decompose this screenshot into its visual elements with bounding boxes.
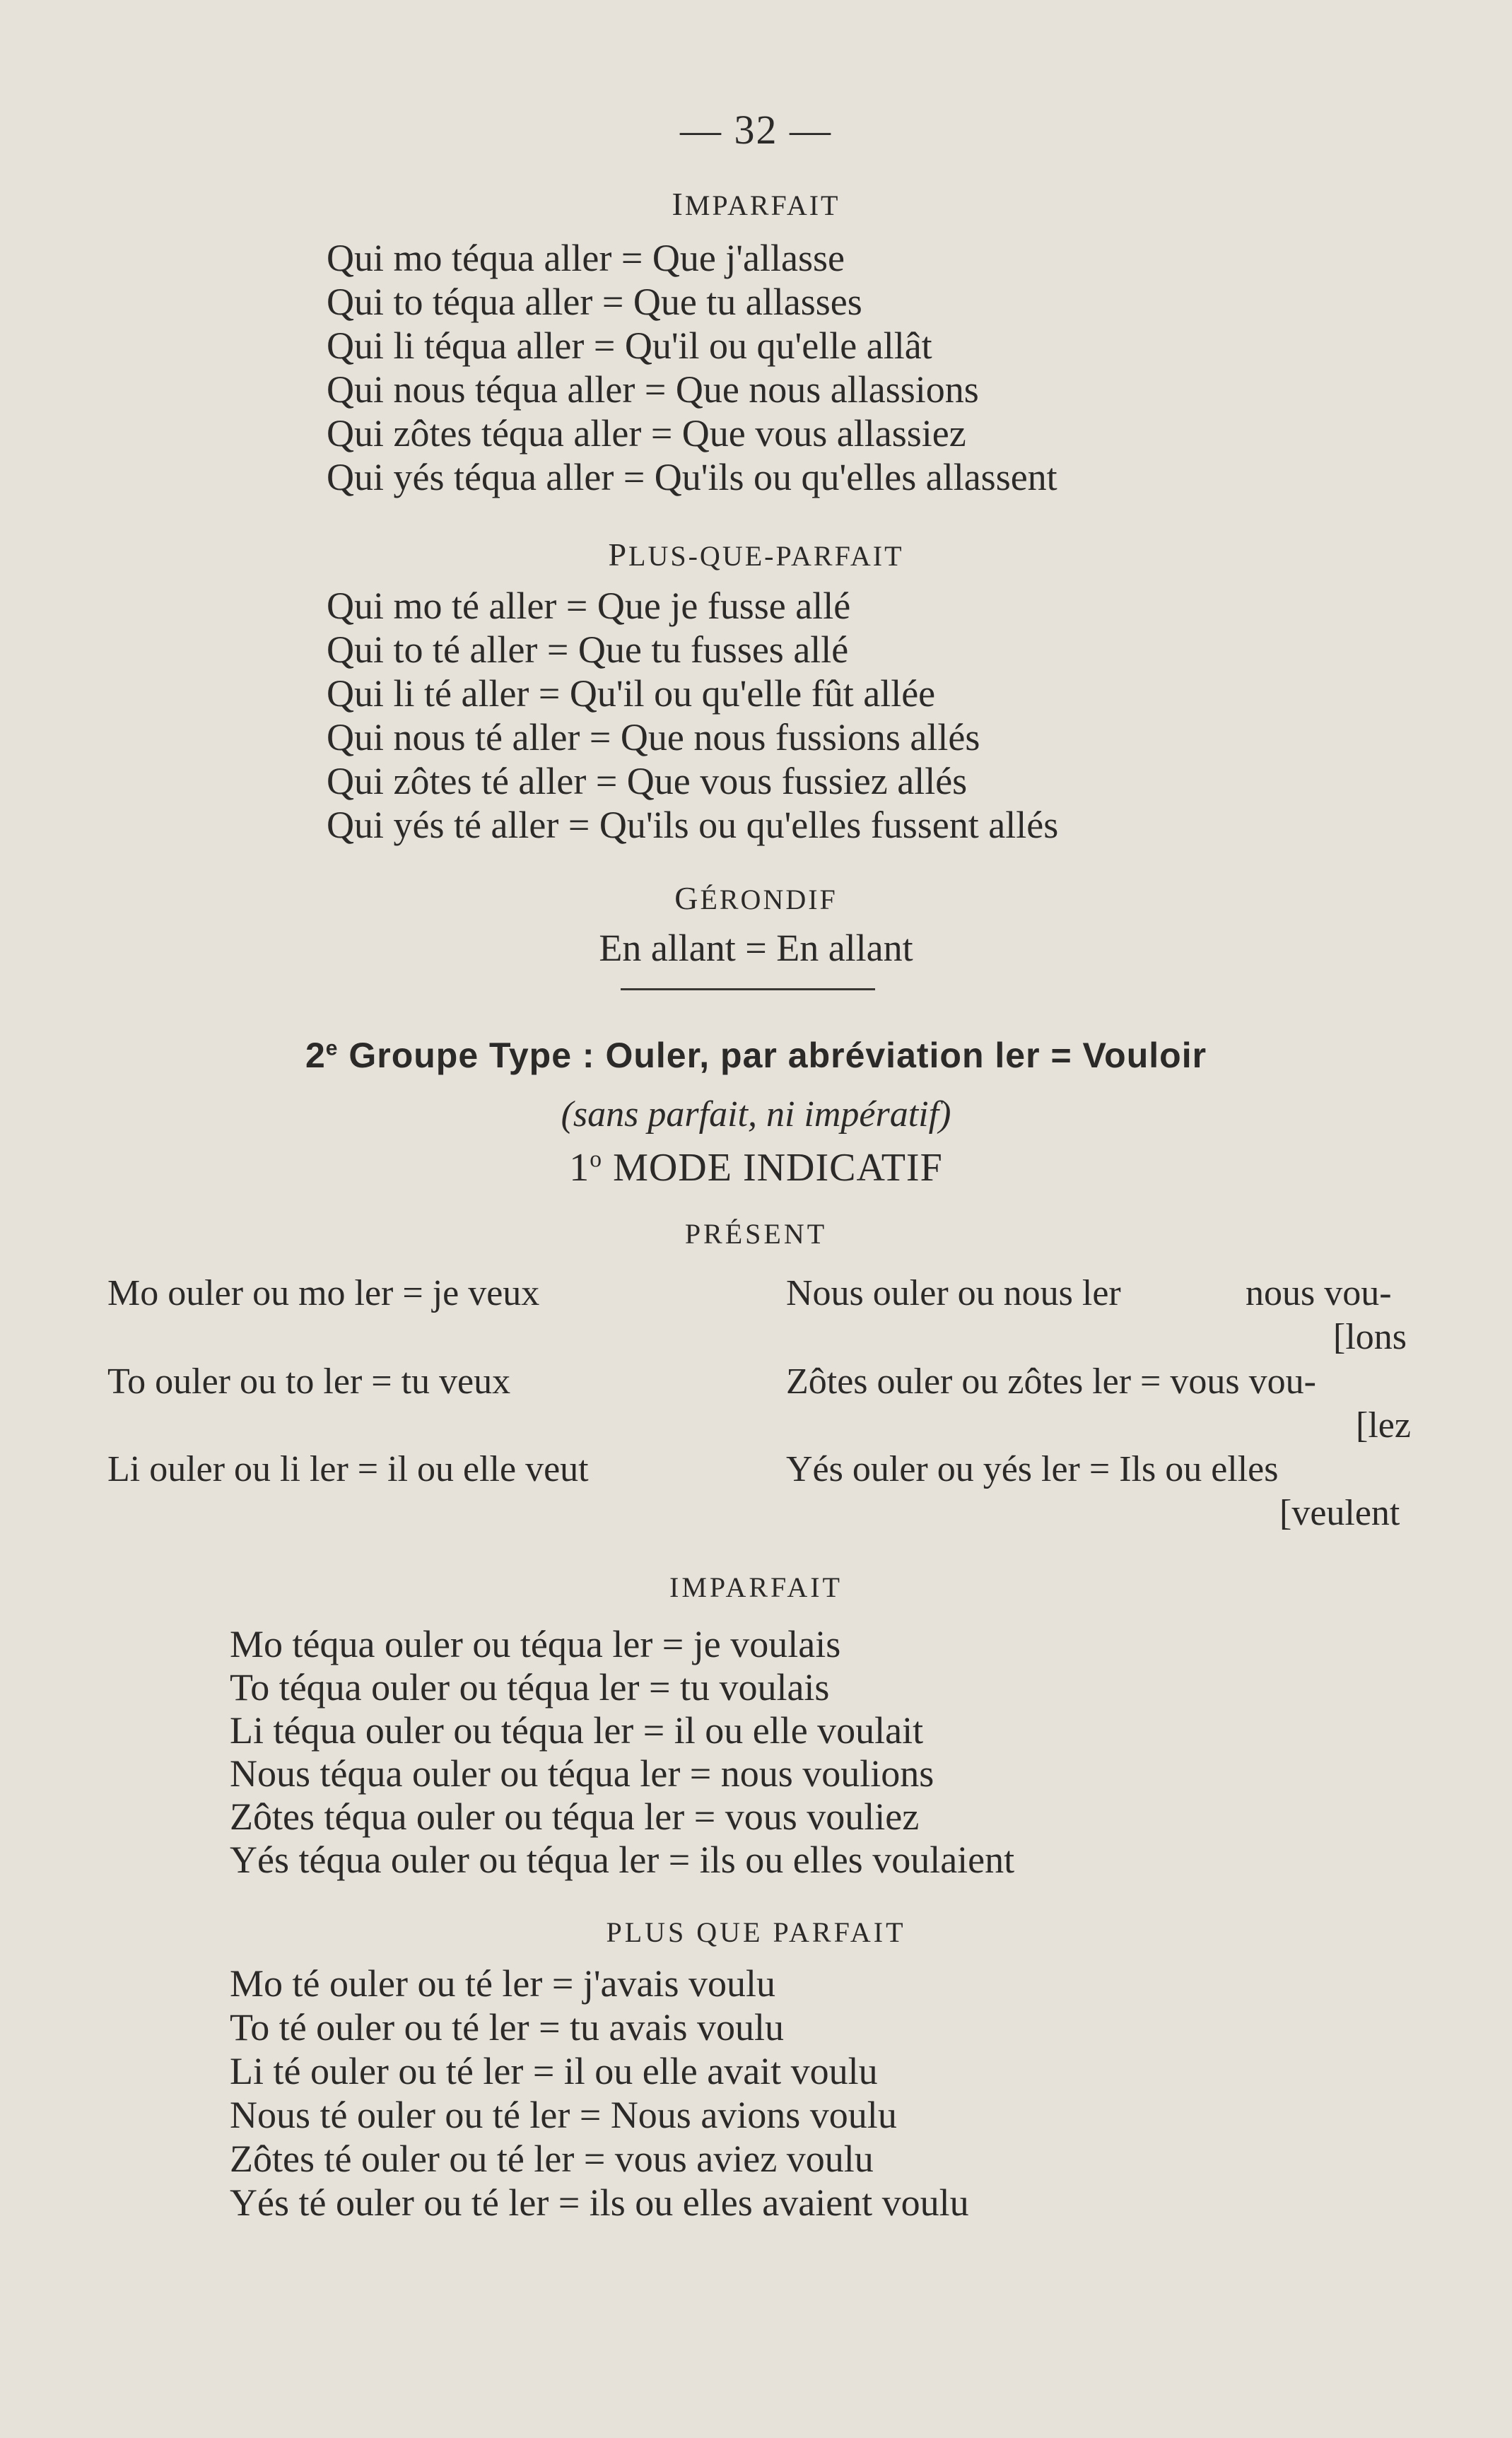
present-heading: PRÉSENT: [684, 1218, 828, 1250]
mode-text: MODE INDICATIF: [602, 1146, 943, 1190]
verse-line: Nous té ouler ou té ler = Nous avions voulu: [230, 2094, 897, 2136]
verse-line: Nous téqua ouler ou téqua ler = nous voulions: [230, 1752, 934, 1795]
verse-line: Li té ouler ou té ler = il ou elle avait voulu: [230, 2050, 878, 2092]
verse-line: Qui zôtes té aller = Que vous fussiez allés: [327, 760, 968, 802]
verse-line: To téqua ouler ou téqua ler = tu voulais: [230, 1666, 830, 1709]
mode-number-sup: o: [590, 1146, 603, 1173]
present-right-line: Yés ouler ou yés ler = Ils ou elles: [786, 1449, 1279, 1489]
mode-number: 1: [569, 1146, 590, 1190]
gerondif-heading: [0, 879, 1512, 917]
heading-rest: ÉRONDIF: [700, 884, 838, 915]
group-title-text: Groupe Type : Ouler, par abréviation ler = Vouloir: [338, 1036, 1207, 1075]
verse-line: Qui mo téqua aller = Que j'allasse: [327, 237, 845, 279]
group-number: 2: [305, 1036, 326, 1075]
present-left-line: To ouler ou to ler = tu veux: [107, 1361, 511, 1402]
present-left-line: Mo ouler ou mo ler = je veux: [107, 1273, 540, 1313]
verse-line: To té ouler ou té ler = tu avais voulu: [230, 2006, 784, 2049]
heading-rest: LUS-QUE-PARFAIT: [628, 540, 904, 572]
verse-line: Qui yés té aller = Qu'ils ou qu'elles fussent allés: [327, 804, 1059, 846]
gerondif-line: En allant = En allant: [599, 927, 913, 969]
verse-line: Qui to té aller = Que tu fusses allé: [327, 628, 849, 671]
verse-line: Qui nous té aller = Que nous fussions allés: [327, 716, 980, 758]
section-divider: [621, 988, 875, 990]
verse-line: Mo té ouler ou té ler = j'avais voulu: [230, 1962, 776, 2005]
verse-line: Zôtes té ouler ou té ler = vous aviez voulu: [230, 2138, 874, 2180]
present-right-wrap: [lez: [1356, 1405, 1411, 1446]
group-number-sup: e: [325, 1036, 339, 1060]
ouler-imparfait-heading: IMPARFAIT: [669, 1571, 843, 1603]
present-right-wrap: [lons: [1333, 1317, 1407, 1357]
page-number: — 32 —: [680, 107, 832, 153]
verse-line: Mo téqua ouler ou téqua ler = je voulais: [230, 1623, 841, 1665]
verse-line: Yés té ouler ou té ler = ils ou elles avaient voulu: [230, 2181, 969, 2224]
verse-line: Qui to téqua aller = Que tu allasses: [327, 281, 862, 323]
verse-line: Qui li téqua aller = Qu'il ou qu'elle allât: [327, 324, 932, 367]
verse-line: Li téqua ouler ou téqua ler = il ou elle voulait: [230, 1709, 924, 1752]
group-title: [0, 1035, 1512, 1076]
verse-line: Zôtes téqua ouler ou téqua ler = vous vouliez: [230, 1795, 920, 1838]
mode-heading: [0, 1145, 1512, 1190]
aller-pqp-heading: [0, 536, 1512, 573]
heading-initial: G: [674, 880, 701, 916]
heading-rest: MPARFAIT: [684, 189, 840, 221]
present-right-line: Zôtes ouler ou zôtes ler = vous vou-: [786, 1361, 1316, 1402]
present-right-wrap: [veulent: [1279, 1493, 1400, 1533]
verse-line: Qui nous téqua aller = Que nous allassions: [327, 368, 979, 411]
verse-line: Qui li té aller = Qu'il ou qu'elle fût allée: [327, 672, 936, 715]
aller-imparfait-heading: [0, 185, 1512, 223]
heading-initial: I: [672, 186, 685, 222]
verse-line: Qui zôtes téqua aller = Que vous allassiez: [327, 412, 966, 455]
verse-line: Qui yés téqua aller = Qu'ils ou qu'elles allassent: [327, 456, 1057, 498]
heading-initial: P: [608, 537, 629, 573]
group-subtitle: (sans parfait, ni impératif): [561, 1094, 951, 1135]
verse-line: Qui mo té aller = Que je fusse allé: [327, 585, 851, 627]
verse-line: Yés téqua ouler ou téqua ler = ils ou elles voulaient: [230, 1839, 1015, 1881]
ouler-pqp-heading: PLUS QUE PARFAIT: [606, 1916, 906, 1948]
present-left-line: Li ouler ou li ler = il ou elle veut: [107, 1449, 589, 1489]
present-right-continuation: nous vou-: [1246, 1273, 1392, 1313]
present-right-line: Nous ouler ou nous ler: [786, 1273, 1121, 1313]
